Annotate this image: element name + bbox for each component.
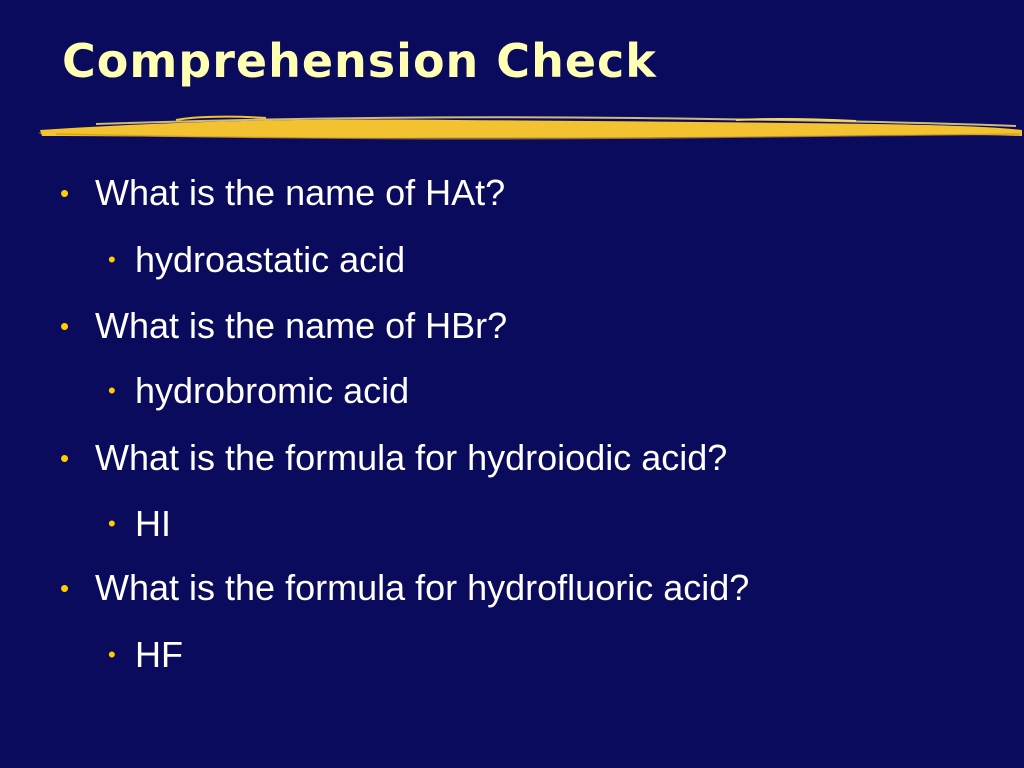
list-item-text: What is the formula for hydroiodic acid? (95, 437, 728, 478)
bullet-icon: • (60, 443, 70, 473)
list-item-text: What is the name of HBr? (95, 305, 508, 346)
list-item-text: hydroastatic acid (135, 239, 406, 280)
bullet-icon: • (108, 247, 116, 272)
list-item-text: hydrobromic acid (135, 370, 410, 411)
bullet-icon: • (60, 311, 70, 341)
bullet-icon: • (108, 378, 116, 403)
slide-title: Comprehension Check (62, 34, 657, 88)
list-item-text: HI (135, 503, 171, 544)
bullet-icon: • (60, 573, 70, 603)
bullet-icon: • (108, 642, 116, 667)
list-item-text: What is the formula for hydrofluoric acid? (95, 567, 750, 608)
bullet-icon: • (108, 511, 116, 536)
bullet-icon: • (60, 178, 70, 208)
list-item-text: HF (135, 634, 183, 675)
list-item-text: What is the name of HAt? (95, 172, 506, 213)
